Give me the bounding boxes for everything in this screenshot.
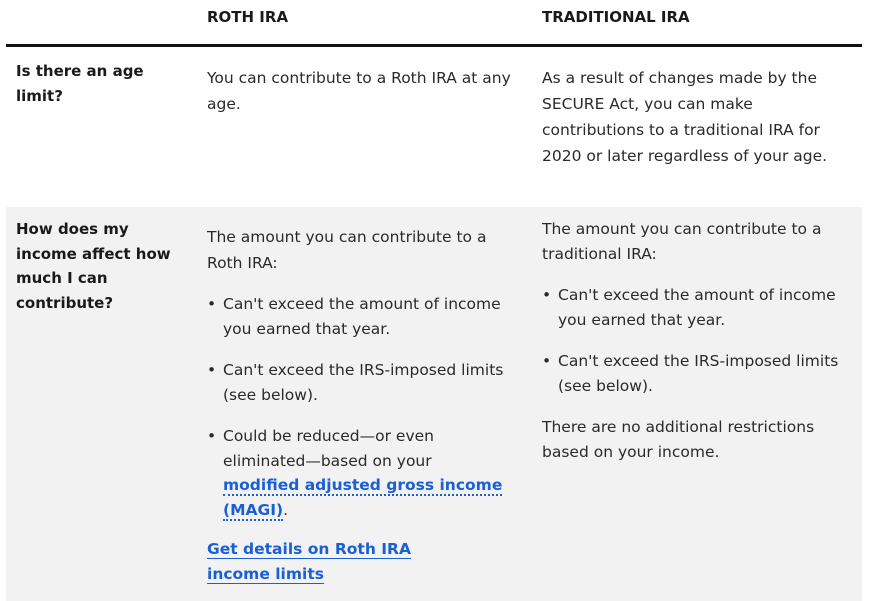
traditional-income-answer (542, 217, 842, 464)
bullet-suffix: . (283, 500, 289, 519)
list-item: • Can't exceed the amount of income you earned that year. (542, 283, 842, 332)
list-item: • Can't exceed the IRS-imposed limits (see below). (542, 349, 842, 398)
roth-income-bullets (207, 292, 507, 522)
list-item: • Can't exceed the amount of income you earned that year. (207, 292, 507, 341)
traditional-income-outro: There are no additional restrictions based on your income. (542, 418, 815, 461)
column-header-roth-ira: ROTH IRA (207, 8, 289, 26)
row-question: How does my income affect how much I can contribute? (16, 220, 171, 312)
bullet-text: Could be reduced—or even eliminated—based on your (223, 427, 434, 470)
table-row-age-limit (6, 47, 862, 207)
traditional-income-intro: The amount you can contribute to a traditional IRA: (542, 220, 822, 263)
roth-income-limits-link[interactable]: Get details on Roth IRA income limits (207, 540, 411, 583)
table-row-income-effect (6, 207, 862, 601)
roth-age-answer: You can contribute to a Roth IRA at any age. (207, 69, 511, 113)
row-question: Is there an age limit? (16, 62, 144, 105)
roth-income-answer (207, 224, 507, 586)
list-item: • Can't exceed the IRS-imposed limits (see below). (207, 358, 507, 407)
column-header-traditional-ira: TRADITIONAL IRA (542, 8, 690, 26)
traditional-age-answer: As a result of changes made by the SECURE Act, you can make contributions to a traditional IRA for 2020 or later regardless of your age. (542, 69, 828, 165)
traditional-income-bullets (542, 283, 842, 398)
table-header (0, 0, 862, 47)
list-item (207, 424, 507, 522)
roth-income-intro: The amount you can contribute to a Roth IRA: (207, 228, 487, 272)
magi-link[interactable]: modified adjusted gross income (MAGI) (223, 476, 503, 519)
